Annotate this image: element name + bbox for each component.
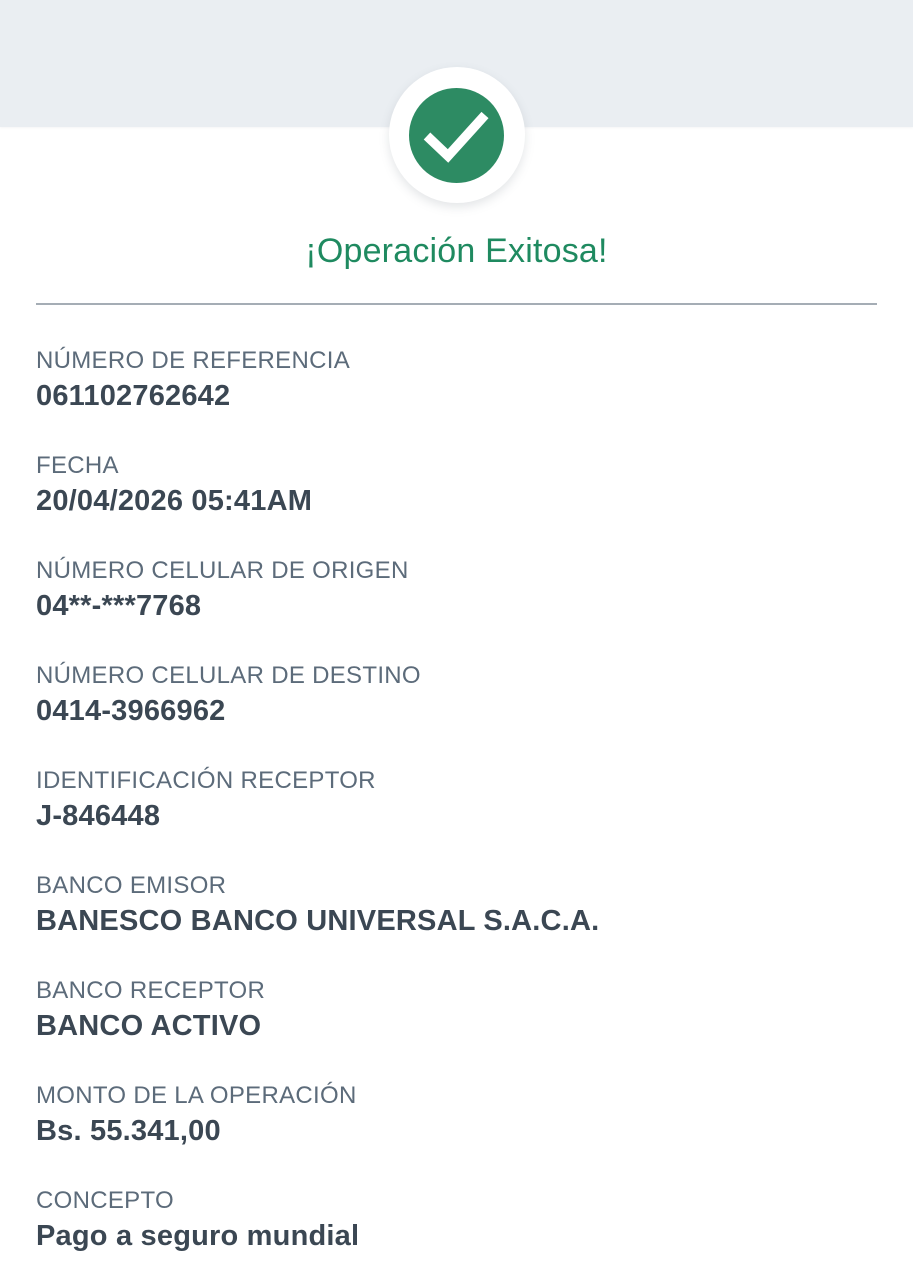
- field-label: MONTO DE LA OPERACIÓN: [36, 1082, 357, 1109]
- field-label: NÚMERO CELULAR DE ORIGEN: [36, 557, 409, 584]
- field-origin-phone: [36, 556, 877, 624]
- field-value: 061102762642: [36, 380, 231, 412]
- field-value: Bs. 55.341,00: [36, 1115, 221, 1147]
- field-receiver-id: [36, 766, 877, 834]
- field-concept: [36, 1186, 877, 1254]
- field-value: 20/04/2026 05:41AM: [36, 485, 313, 517]
- field-value: Pago a seguro mundial: [36, 1220, 360, 1252]
- field-label: CONCEPTO: [36, 1187, 174, 1214]
- field-reference-number: [36, 346, 877, 414]
- field-date: [36, 451, 877, 519]
- field-issuing-bank: [36, 871, 877, 939]
- success-title: ¡Operación Exitosa!: [305, 232, 608, 270]
- field-amount: [36, 1081, 877, 1149]
- field-value: BANESCO BANCO UNIVERSAL S.A.C.A.: [36, 905, 600, 937]
- field-label: BANCO EMISOR: [36, 872, 227, 899]
- field-value: BANCO ACTIVO: [36, 1010, 262, 1042]
- field-label: BANCO RECEPTOR: [36, 977, 266, 1004]
- field-label: FECHA: [36, 452, 119, 479]
- field-label: IDENTIFICACIÓN RECEPTOR: [36, 767, 376, 794]
- field-label: NÚMERO CELULAR DE DESTINO: [36, 662, 421, 689]
- field-receiving-bank: [36, 976, 877, 1044]
- receipt-fields: [0, 305, 913, 1254]
- field-value: J-846448: [36, 800, 161, 832]
- field-value: 04**-***7768: [36, 590, 202, 622]
- field-destination-phone: [36, 661, 877, 729]
- field-value: 0414-3966962: [36, 695, 226, 727]
- field-label: NÚMERO DE REFERENCIA: [36, 347, 351, 374]
